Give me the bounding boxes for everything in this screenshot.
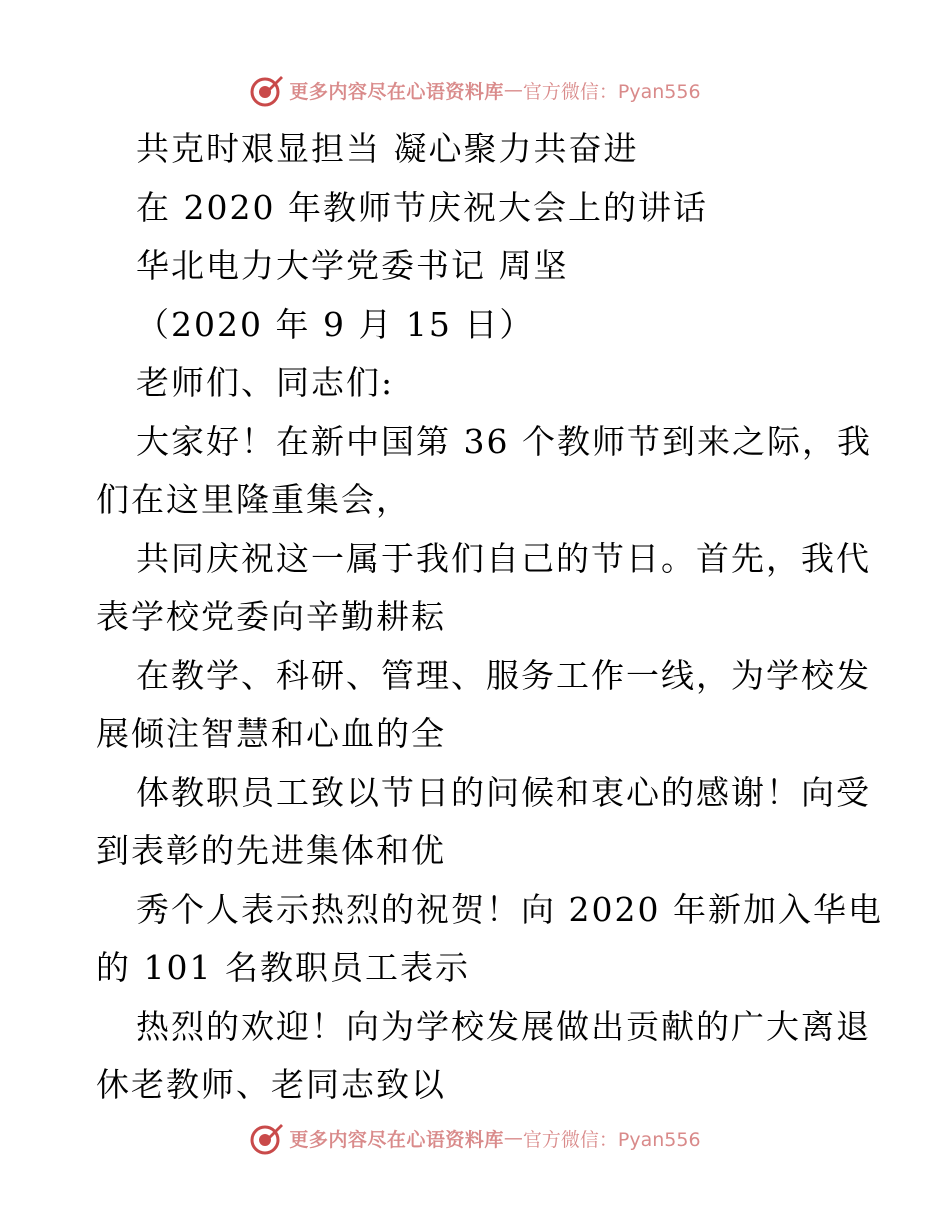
paragraph-line: 体教职员工致以节日的问候和衷心的感谢！向受 bbox=[136, 772, 871, 812]
paragraph-line: 大家好！在新中国第 36 个教师节到来之际，我 bbox=[136, 421, 872, 461]
paragraph-line: 在教学、科研、管理、服务工作一线，为学校发 bbox=[136, 655, 871, 695]
quill-logo-icon bbox=[249, 1120, 285, 1156]
footer-banner bbox=[0, 1118, 950, 1158]
paragraph-line: 休老教师、老同志致以 bbox=[96, 1065, 446, 1104]
date-line: （2020 年 9 月 15 日） bbox=[136, 304, 535, 344]
paragraph-line: 到表彰的先进集体和优 bbox=[96, 831, 446, 870]
speaker-line: 华北电力大学党委书记 周坚 bbox=[136, 246, 569, 285]
paragraph-line: 展倾注智慧和心血的全 bbox=[96, 714, 446, 753]
paragraph-line: 秀个人表示热烈的祝贺！向 2020 年新加入华电 bbox=[136, 889, 883, 929]
document-body bbox=[96, 120, 883, 1115]
salutation: 老师们、同志们: bbox=[136, 363, 395, 402]
banner-text: 更多内容尽在心语资料库 bbox=[289, 1128, 504, 1151]
banner-dash: — bbox=[503, 1127, 523, 1149]
header-banner bbox=[0, 70, 950, 110]
banner-wechat: 官方微信：Pyan556 bbox=[522, 80, 701, 103]
speech-subtitle: 在 2020 年教师节庆祝大会上的讲话 bbox=[136, 187, 708, 227]
paragraph-line: 表学校党委向辛勤耕耘 bbox=[96, 597, 446, 636]
paragraph-line: 们在这里隆重集会， bbox=[96, 480, 411, 519]
banner-dash: — bbox=[503, 79, 523, 101]
paragraph-line: 的 101 名教职员工表示 bbox=[96, 948, 470, 987]
banner-text: 更多内容尽在心语资料库 bbox=[289, 80, 504, 103]
speech-title: 共克时艰显担当 凝心聚力共奋进 bbox=[136, 129, 639, 168]
paragraph-line: 共同庆祝这一属于我们自己的节日。首先，我代 bbox=[136, 538, 871, 578]
banner-wechat: 官方微信：Pyan556 bbox=[522, 1128, 701, 1151]
quill-logo-icon bbox=[249, 72, 285, 108]
paragraph-line: 热烈的欢迎！向为学校发展做出贡献的广大离退 bbox=[136, 1006, 871, 1046]
